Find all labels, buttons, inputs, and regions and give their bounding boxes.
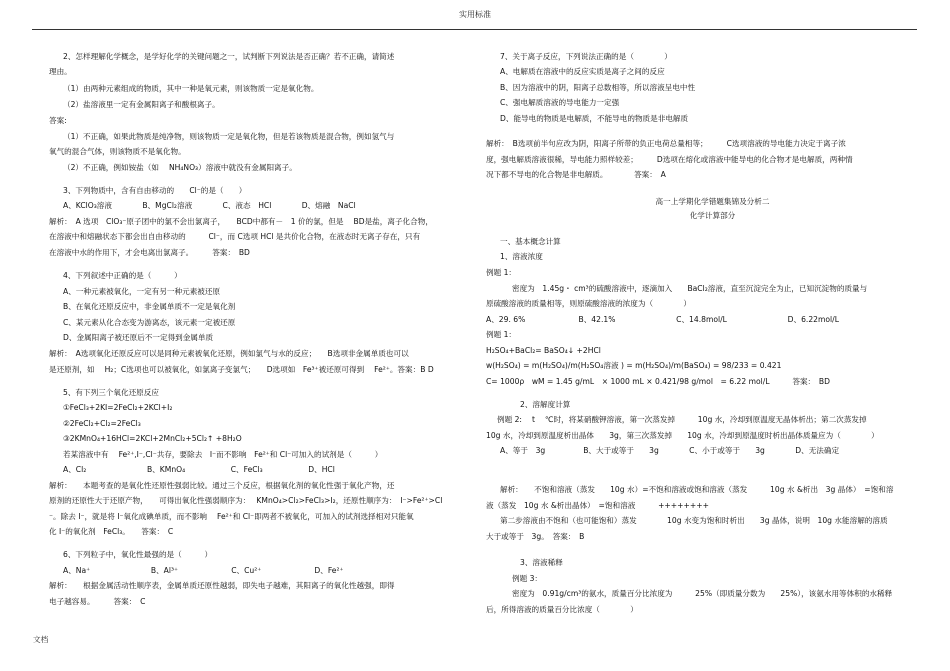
- left-line: 原剂的还原性大于还原产物， 可得出氧化性强弱顺序为： KMnO₄>Cl₂>FeCl₃>I₂，还原性顺序为： I⁻>Fe²⁺>Cl: [49, 496, 443, 505]
- right-line: 液（蒸发 10g 水 &析出晶体） =饱和溶液 ++++++++: [486, 501, 709, 510]
- left-line: （1）由两种元素组成的物质，其中一种是氧元素，则该物质一定是氧化物。: [63, 84, 319, 93]
- left-line: D、金属阳离子被还原后不一定得到金属单质: [63, 333, 214, 342]
- right-line: A、电解质在溶液中的反应实质是离子之间的反应: [500, 67, 665, 76]
- right-line: H₂SO₄+BaCl₂= BaSO₄↓ +2HCl: [486, 346, 601, 355]
- left-line: 解析： A 选项 ClO₃⁻原子团中的氯不会出氯离子， BCD中都有－ 1 价的氯，但是 BD是盐，离子化合物，: [49, 217, 433, 226]
- right-line: B、因为溶液中的阴，阳离子总数相等，所以溶液呈电中性: [500, 83, 696, 92]
- right-line: 解析： B选项前半句应改为阴，阳离子所带的负正电荷总量相等； C选项溶液的导电能力决定于离子浓: [486, 139, 846, 148]
- right-line: 例题 2: t ℃时，将某硝酸钾溶液，第一次蒸发掉 10g 水，冷却到原温度无晶体析出；第二次蒸发掉: [497, 415, 867, 424]
- right-line: 度，强电解质溶液很稀，导电能力照样较差； D选项在熔化或溶液中能导电的化合物才是电解质，两种情: [486, 155, 853, 164]
- right-line: 密度为 1.45g・ cm³的硫酸溶液中，逐滴加入 BaCl₂溶液，直至沉淀完全为止，已知沉淀物的质量与: [512, 284, 868, 293]
- left-line: A、Na⁺ B、Al³⁺ C、Cu²⁺ D、Fe²⁺: [63, 566, 344, 575]
- right-line: 例题 1：: [486, 268, 517, 277]
- left-line: C、某元素从化合态变为游离态，该元素一定被还原: [63, 318, 236, 327]
- left-line: （1）不正确，如果此物质是纯净物，则该物质一定是氧化物，但是若该物质是混合物，例如氢气与: [63, 132, 395, 141]
- right-line: 后，所得溶液的质量百分比浓度（ ）: [486, 605, 638, 614]
- left-line: 2、怎样理解化学概念，是学好化学的关键问题之一，试判断下列说法是否正确？若不正确，请简述: [63, 52, 395, 61]
- right-line: 解析： 不饱和溶液（蒸发 10g 水）=不饱和溶液或饱和溶液（蒸发 10g 水 &析出 3g 晶体） =饱和溶: [500, 485, 894, 494]
- right-line: 3、溶液稀释: [520, 558, 563, 567]
- right-line: 例题 3：: [512, 574, 543, 583]
- right-line: 况下都不导电的化合物是非电解质。 答案： A: [486, 170, 666, 179]
- right-line: 密度为 0.91g/cm³的氨水，质量百分比浓度为 25%（即质量分数为 25%），该氨水用等体积的水稀释: [512, 589, 893, 598]
- left-line: （2）不正确，例如铵盐（如 NH₄NO₃）溶液中就没有金属阳离子。: [63, 163, 297, 172]
- left-line: 答案:: [49, 116, 67, 125]
- left-line: A、KClO₃溶液 B、MgCl₂溶液 C、液态 HCl D、熔融 NaCl: [63, 201, 356, 210]
- right-line: 7、关于离子反应，下列说法正确的是（ ）: [500, 52, 672, 61]
- section-subtitle: 化学计算部分: [689, 211, 736, 220]
- left-line: 理由。: [49, 67, 72, 76]
- right-line: 10g 水，冷却到原温度析出晶体 3g，第三次蒸发掉 10g 水，冷却到原温度时析出晶体质量应为（ ）: [486, 431, 879, 440]
- left-line: A、一种元素被氧化，一定有另一种元素被还原: [63, 287, 221, 296]
- left-line: ③2KMnO₄+16HCl=2KCl+2MnCl₂+5Cl₂↑ +8H₂O: [63, 434, 242, 443]
- left-line: 4、下列叙述中正确的是（ ）: [63, 271, 182, 280]
- left-line: 解析： 本题考查的是氧化性还原性强弱比较。通过三个反应，根据氧化剂的氧化性强于氧化产物，还: [49, 481, 395, 490]
- left-line: 在溶液中和熔融状态下都会出自由移动的 Cl⁻，而 C选项 HCl 是共价化合物，在液态时无离子存在，只有: [49, 232, 421, 241]
- header-rule: [32, 29, 917, 30]
- left-line: 是还原剂，如 H₂；C选项也可以被氧化，如氯离子变氯气； D选项如 Fe³⁺被还原可得到 Fe²⁺。答案：B D: [49, 365, 434, 374]
- right-line: 例题 1：: [486, 330, 517, 339]
- left-line: 解析： A选项氧化还原反应可以是同种元素被氧化还原，例如氯气与水的反应； B选项非金属单质也可以: [49, 349, 409, 358]
- right-line: C= 1000ρ wM = 1.45 g/mL × 1000 mL × 0.421/98 g/mol = 6.22 mol/L 答案： BD: [486, 377, 830, 386]
- left-line: ②2FeCl₂+Cl₂=2FeCl₃: [63, 419, 141, 428]
- right-line: A、29. 6% B、42.1% C、14.8mol/L D、6.22mol/L: [486, 315, 839, 324]
- left-line: 5、有下列三个氧化还原反应: [63, 388, 159, 397]
- page-footer: 文档: [33, 635, 49, 644]
- right-line: w(H₂SO₄) = m(H₂SO₄)/m(H₂SO₄溶液 ) = m(H₂SO₄)/m(BaSO₄) = 98/233 = 0.421: [486, 361, 782, 370]
- right-line: C、强电解质溶液的导电能力一定强: [500, 98, 620, 107]
- left-line: 化 I⁻的氧化剂 FeCl₃。 答案： C: [49, 527, 174, 536]
- right-line: 一、基本概念计算: [500, 237, 561, 246]
- right-line: 1、溶液浓度: [500, 252, 543, 261]
- section-title: 高一上学期化学错题集锦及分析二: [655, 197, 770, 206]
- left-line: 3、下列物质中，含有自由移动的 Cl⁻的是（ ）: [63, 186, 247, 195]
- right-line: 第二步溶液由不饱和（也可能饱和）蒸发 10g 水变为饱和时析出 3g 晶体，说明 10g 水能溶解的溶质: [500, 516, 888, 525]
- right-line: 原硫酸溶液的质量相等，则原硫酸溶液的浓度为（ ）: [486, 299, 692, 308]
- right-line: A、等于 3g B、大于或等于 3g C、小于或等于 3g D、无法确定: [500, 446, 840, 455]
- left-line: 6、下列粒子中，氧化性最强的是（ ）: [63, 550, 213, 559]
- left-line: B、在氧化还原反应中，非金属单质不一定是氧化剂: [63, 302, 236, 311]
- left-line: A、Cl₂ B、KMnO₄ C、FeCl₃ D、HCl: [63, 465, 335, 474]
- left-line: 在溶液中水的作用下，才会电离出氯离子。 答案： BD: [49, 248, 250, 257]
- left-line: ⁻。除去 I⁻，就是将 I⁻氧化成碘单质，而不影响 Fe²⁺和 Cl⁻即两者不被氧化，可加入的试剂选择相对只能氧: [49, 512, 414, 521]
- left-line: ①FeCl₃+2KI=2FeCl₂+2KCl+I₂: [63, 403, 173, 412]
- left-line: 若某溶液中有 Fe²⁺,I⁻,Cl⁻共存，要除去 I⁻而不影响 Fe²⁺和 Cl⁻可加入的试剂是（ ）: [63, 450, 383, 459]
- left-line: （2）盐溶液里一定有金属阳离子和酸根离子。: [63, 100, 220, 109]
- right-line: 大于或等于 3g。 答案： B: [486, 532, 585, 541]
- left-line: 电子越容易。 答案： C: [49, 597, 146, 606]
- page-header: 实用标准: [459, 10, 491, 19]
- left-line: 解析： 根据金属活动性顺序表，金属单质还原性越弱，即失电子越难，其阳离子的氧化性越强，即得: [49, 581, 395, 590]
- left-line: 氧气的混合气体，则该物质不是氧化物。: [49, 147, 186, 156]
- right-line: 2、溶解度计算: [520, 400, 571, 409]
- right-line: D、能导电的物质是电解质，不能导电的物质是非电解质: [500, 114, 689, 123]
